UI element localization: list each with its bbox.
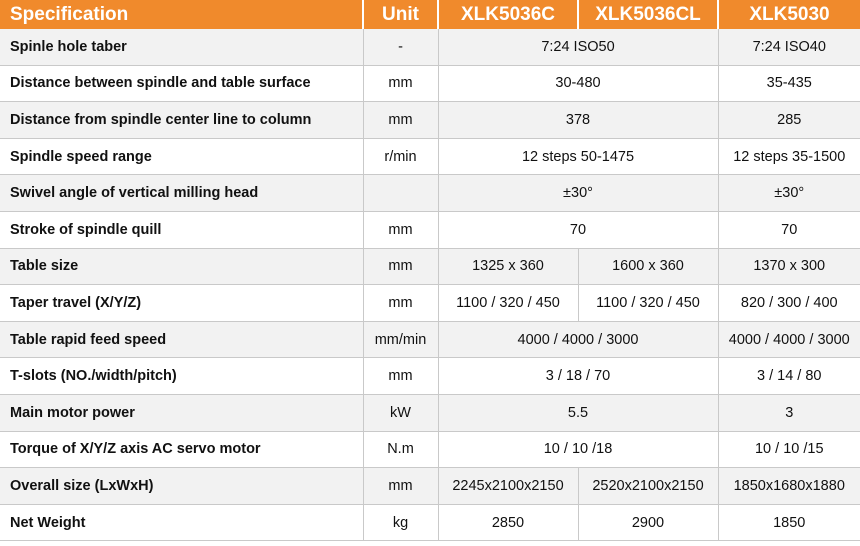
spec-unit: r/min xyxy=(363,138,438,175)
value-xlk5030: 3 xyxy=(718,394,860,431)
value-xlk5036: 30-480 xyxy=(438,65,718,102)
value-xlk5036: 5.5 xyxy=(438,394,718,431)
header-xlk5030: XLK5030 xyxy=(718,0,860,29)
value-xlk5030: ±30° xyxy=(718,175,860,212)
value-xlk5036c: 2245x2100x2150 xyxy=(438,468,578,505)
header-xlk5036cl: XLK5036CL xyxy=(578,0,718,29)
value-xlk5036: 12 steps 50-1475 xyxy=(438,138,718,175)
value-xlk5036: 70 xyxy=(438,211,718,248)
value-xlk5036c: 2850 xyxy=(438,504,578,541)
value-xlk5036: 7:24 ISO50 xyxy=(438,29,718,65)
table-row xyxy=(0,504,860,541)
table-row xyxy=(0,431,860,468)
table-row xyxy=(0,102,860,139)
table-row xyxy=(0,29,860,65)
spec-name: Table rapid feed speed xyxy=(0,321,363,358)
value-xlk5030: 3 / 14 / 80 xyxy=(718,358,860,395)
spec-unit: mm xyxy=(363,285,438,322)
table-row xyxy=(0,468,860,505)
spec-name: Distance from spindle center line to column xyxy=(0,102,363,139)
spec-name: Table size xyxy=(0,248,363,285)
spec-name: Swivel angle of vertical milling head xyxy=(0,175,363,212)
spec-unit: mm xyxy=(363,211,438,248)
table-row xyxy=(0,138,860,175)
value-xlk5030: 4000 / 4000 / 3000 xyxy=(718,321,860,358)
table-row xyxy=(0,358,860,395)
value-xlk5036: 4000 / 4000 / 3000 xyxy=(438,321,718,358)
table-row xyxy=(0,211,860,248)
value-xlk5030: 1370 x 300 xyxy=(718,248,860,285)
value-xlk5030: 820 / 300 / 400 xyxy=(718,285,860,322)
table-row xyxy=(0,175,860,212)
spec-name: Stroke of spindle quill xyxy=(0,211,363,248)
table-row xyxy=(0,285,860,322)
value-xlk5030: 7:24 ISO40 xyxy=(718,29,860,65)
spec-unit: - xyxy=(363,29,438,65)
header-xlk5036c: XLK5036C xyxy=(438,0,578,29)
header-unit: Unit xyxy=(363,0,438,29)
value-xlk5036: 3 / 18 / 70 xyxy=(438,358,718,395)
spec-unit: mm xyxy=(363,468,438,505)
table-row xyxy=(0,248,860,285)
value-xlk5030: 70 xyxy=(718,211,860,248)
spec-unit: mm xyxy=(363,65,438,102)
value-xlk5036: ±30° xyxy=(438,175,718,212)
value-xlk5030: 35-435 xyxy=(718,65,860,102)
value-xlk5030: 285 xyxy=(718,102,860,139)
value-xlk5030: 1850 xyxy=(718,504,860,541)
spec-name: Torque of X/Y/Z axis AC servo motor xyxy=(0,431,363,468)
table-row xyxy=(0,394,860,431)
spec-name: Spindle speed range xyxy=(0,138,363,175)
spec-name: Taper travel (X/Y/Z) xyxy=(0,285,363,322)
spec-unit: N.m xyxy=(363,431,438,468)
spec-unit: mm xyxy=(363,102,438,139)
value-xlk5036cl: 2520x2100x2150 xyxy=(578,468,718,505)
value-xlk5030: 1850x1680x1880 xyxy=(718,468,860,505)
spec-unit: kg xyxy=(363,504,438,541)
value-xlk5030: 12 steps 35-1500 xyxy=(718,138,860,175)
spec-name: Spinle hole taber xyxy=(0,29,363,65)
spec-name: Net Weight xyxy=(0,504,363,541)
value-xlk5036cl: 1600 x 360 xyxy=(578,248,718,285)
value-xlk5036: 10 / 10 /18 xyxy=(438,431,718,468)
table-row xyxy=(0,65,860,102)
spec-name: Distance between spindle and table surface xyxy=(0,65,363,102)
spec-name: T-slots (NO./width/pitch) xyxy=(0,358,363,395)
value-xlk5036c: 1100 / 320 / 450 xyxy=(438,285,578,322)
value-xlk5036: 378 xyxy=(438,102,718,139)
header-row xyxy=(0,0,860,29)
table-row xyxy=(0,321,860,358)
spec-unit: mm xyxy=(363,248,438,285)
value-xlk5036c: 1325 x 360 xyxy=(438,248,578,285)
value-xlk5036cl: 1100 / 320 / 450 xyxy=(578,285,718,322)
spec-unit: mm xyxy=(363,358,438,395)
value-xlk5036cl: 2900 xyxy=(578,504,718,541)
spec-name: Main motor power xyxy=(0,394,363,431)
spec-unit: mm/min xyxy=(363,321,438,358)
header-specification: Specification xyxy=(0,0,363,29)
value-xlk5030: 10 / 10 /15 xyxy=(718,431,860,468)
spec-unit xyxy=(363,175,438,212)
spec-unit: kW xyxy=(363,394,438,431)
spec-name: Overall size (LxWxH) xyxy=(0,468,363,505)
